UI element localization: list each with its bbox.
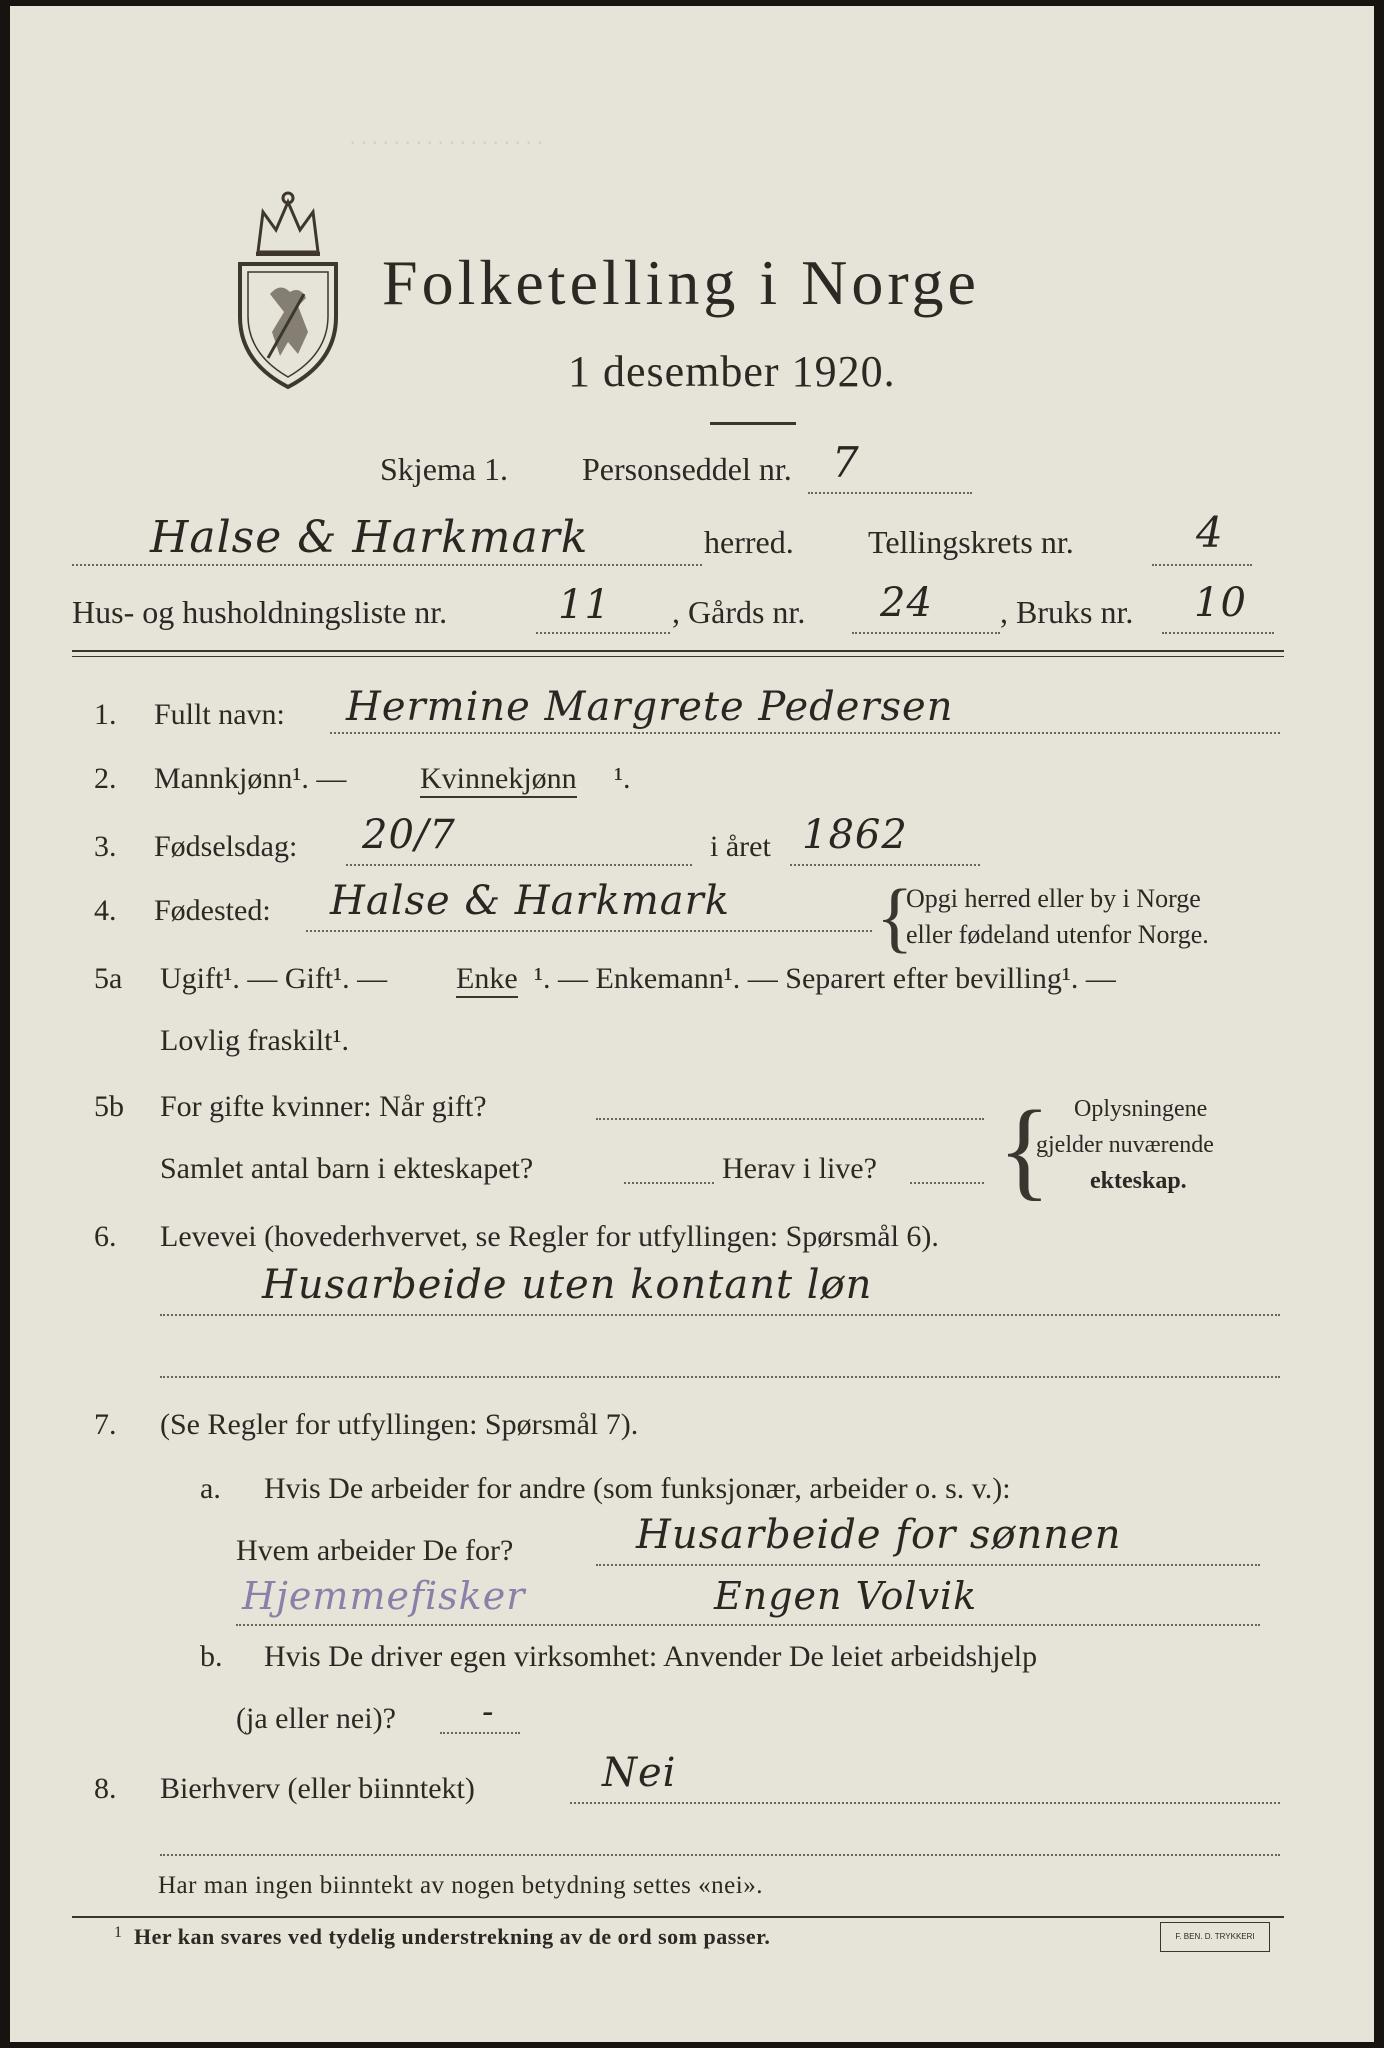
bruks-label: , Bruks nr. bbox=[1000, 594, 1134, 630]
fodselsdag-label: Fødselsdag: bbox=[154, 830, 298, 863]
q7a-label: Hvis De arbeider for andre (som funksjonær, arbeider o. s. v.): bbox=[264, 1472, 1011, 1505]
oplysningene-note-1: Oplysningene bbox=[1074, 1096, 1208, 1122]
fullt-navn-label: Fullt navn: bbox=[154, 698, 285, 731]
enke-option[interactable]: Enke bbox=[456, 962, 518, 998]
title-divider bbox=[710, 422, 796, 425]
hvem-arbeider-label: Hvem arbeider De for? bbox=[236, 1534, 514, 1567]
bruks-value[interactable]: 10 bbox=[1194, 580, 1247, 626]
birth-year-value[interactable]: 1862 bbox=[802, 812, 908, 858]
q1-number: 1. bbox=[94, 698, 117, 731]
q7a-letter: a. bbox=[200, 1472, 221, 1505]
printer-stamp: F. BEN. D. TRYKKERI bbox=[1160, 1922, 1270, 1952]
q7-label: (Se Regler for utfyllingen: Spørsmål 7). bbox=[160, 1408, 639, 1441]
arbeidsgiver-value[interactable]: Husarbeide for sønnen bbox=[636, 1512, 1122, 1558]
footnote-mark: 1 bbox=[114, 1924, 122, 1941]
brace-icon: { bbox=[998, 1088, 1051, 1210]
coat-of-arms-icon bbox=[228, 182, 348, 392]
hjemmefisker-annotation: Hjemmefisker bbox=[242, 1574, 526, 1618]
ja-eller-nei-label: (ja eller nei)? bbox=[236, 1702, 396, 1735]
oplysningene-note-2: gjelder nuværende bbox=[1036, 1132, 1214, 1158]
fodested-note-1: Opgi herred eller by i Norge bbox=[906, 884, 1201, 913]
q7b-label: Hvis De driver egen virksomhet: Anvender De leiet arbeidshjelp bbox=[264, 1640, 1038, 1673]
herred-label: herred. bbox=[704, 524, 794, 560]
q6-number: 6. bbox=[94, 1220, 117, 1253]
q4-number: 4. bbox=[94, 894, 117, 927]
husliste-label: Hus- og husholdningsliste nr. bbox=[72, 594, 448, 630]
sivilstand-options-pre[interactable]: Ugift¹. — Gift¹. — bbox=[160, 962, 388, 995]
herav-i-live-label: Herav i live? bbox=[722, 1152, 877, 1185]
q7-number: 7. bbox=[94, 1408, 117, 1441]
lovlig-fraskilt-option[interactable]: Lovlig fraskilt¹. bbox=[160, 1024, 349, 1057]
i-aret-label: i året bbox=[710, 830, 771, 863]
footnote-text: Her kan svares ved tydelig understrekning av de ord som passer. bbox=[134, 1924, 771, 1949]
biinntekt-note: Har man ingen biinntekt av nogen betydning settes «nei». bbox=[158, 1872, 763, 1899]
nar-gift-label: For gifte kvinner: Når gift? bbox=[160, 1090, 487, 1123]
form-date: 1 desember 1920. bbox=[568, 347, 896, 396]
gards-label: , Gårds nr. bbox=[672, 594, 806, 630]
levevei-value[interactable]: Husarbeide uten kontant løn bbox=[262, 1262, 873, 1308]
tellingskrets-value[interactable]: 4 bbox=[1196, 508, 1224, 557]
herred-value[interactable]: Halse & Harkmark bbox=[150, 512, 589, 563]
q8-number: 8. bbox=[94, 1772, 117, 1805]
bleed-through-text: . . . . . . . . . . . . . . . . . . bbox=[350, 124, 543, 149]
gards-value[interactable]: 24 bbox=[880, 580, 933, 626]
fodselsdag-value[interactable]: 20/7 bbox=[362, 812, 456, 858]
q5b-number: 5b bbox=[94, 1090, 124, 1123]
fodested-label: Fødested: bbox=[154, 894, 271, 927]
fullt-navn-value[interactable]: Hermine Margrete Pedersen bbox=[346, 684, 954, 730]
personseddel-label: Personseddel nr. bbox=[582, 451, 792, 487]
tellingskrets-label: Tellingskrets nr. bbox=[868, 524, 1074, 560]
antal-barn-label: Samlet antal barn i ekteskapet? bbox=[160, 1152, 534, 1185]
bierhverv-value[interactable]: Nei bbox=[602, 1750, 677, 1796]
q2-superscript: ¹. bbox=[614, 762, 631, 795]
arbeidsgiver-value-line2[interactable]: Engen Volvik bbox=[714, 1574, 978, 1618]
q3-number: 3. bbox=[94, 830, 117, 863]
skjema-label: Skjema 1. bbox=[380, 451, 508, 487]
q7b-letter: b. bbox=[200, 1640, 223, 1673]
q2-number: 2. bbox=[94, 762, 117, 795]
fodested-value[interactable]: Halse & Harkmark bbox=[330, 878, 730, 924]
arbeidshjelp-value[interactable]: - bbox=[482, 1692, 495, 1732]
footer-rule bbox=[72, 1916, 1284, 1918]
oplysningene-note-3: ekteskap. bbox=[1090, 1168, 1187, 1194]
fodested-note-2: eller fødeland utenfor Norge. bbox=[906, 920, 1209, 949]
sivilstand-options-post[interactable]: ¹. — Enkemann¹. — Separert efter bevilling¹. — bbox=[534, 962, 1116, 995]
section-rule bbox=[72, 650, 1284, 652]
q5a-number: 5a bbox=[94, 962, 123, 995]
husliste-value[interactable]: 11 bbox=[558, 582, 611, 628]
bierhverv-label: Bierhverv (eller biinntekt) bbox=[160, 1772, 475, 1805]
census-form-page bbox=[10, 6, 1374, 2042]
mannkjonn-option[interactable]: Mannkjønn¹. — bbox=[154, 762, 347, 795]
kvinnekjonn-option[interactable]: Kvinnekjønn bbox=[420, 762, 577, 798]
personseddel-value[interactable]: 7 bbox=[832, 438, 860, 487]
levevei-label: Levevei (hovederhvervet, se Regler for utfyllingen: Spørsmål 6). bbox=[160, 1220, 939, 1253]
form-title: Folketelling i Norge bbox=[382, 247, 980, 318]
brace-icon: { bbox=[876, 873, 914, 960]
